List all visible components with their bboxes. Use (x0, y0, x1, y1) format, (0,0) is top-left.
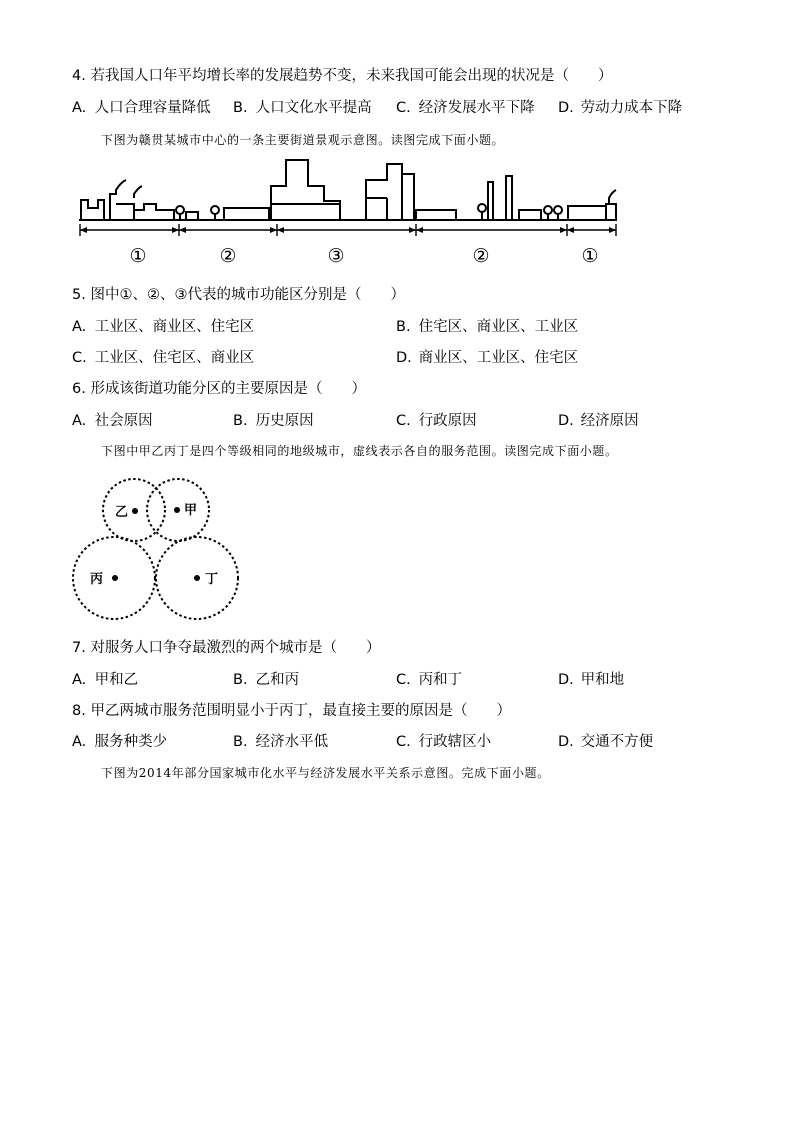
tree-icon (176, 206, 184, 214)
factory-chimney (609, 190, 616, 204)
house-building (416, 210, 456, 220)
option-text: 行政辖区小 (418, 734, 492, 750)
q6-option-a[interactable] (72, 411, 153, 431)
city-dot (174, 507, 180, 513)
question-8-stem: 8. 甲乙两城市服务范围明显小于丙丁，最直接主要的原因是（ ） (72, 703, 511, 719)
q4-option-c[interactable] (396, 98, 535, 118)
option-text: 经济发展水平下降 (418, 100, 535, 116)
option-text: 乙和丙 (255, 672, 300, 688)
tall-building (506, 176, 512, 220)
city-dot (132, 508, 138, 514)
tree-icon (544, 206, 552, 214)
question-5-stem: 5. 图中①、②、③代表的城市功能区分别是（ ） (72, 287, 405, 303)
city-dot (194, 575, 200, 581)
house-building (519, 210, 541, 220)
q7-option-d[interactable] (558, 670, 624, 690)
zone-label: ① (581, 245, 599, 267)
option-key: D. (558, 413, 574, 429)
option-text: 丙和丁 (418, 672, 463, 688)
option-key: D. (558, 100, 574, 116)
q7-option-c[interactable] (396, 670, 462, 690)
factory-building (134, 204, 174, 220)
factory-building (81, 200, 104, 220)
street-skyline-figure (76, 154, 621, 272)
street-figure-intro: 下图为赣贯某城市中心的一条主要街道景观示意图。读图完成下面小题。 (101, 133, 505, 147)
option-text: 人口文化水平提高 (255, 100, 372, 116)
city-label: 丙 (90, 572, 104, 587)
option-key: A. (72, 100, 87, 116)
option-key: A. (72, 734, 87, 750)
option-text: 工业区、住宅区、商业区 (94, 350, 255, 366)
option-key: C. (396, 100, 411, 116)
q8-option-c[interactable] (396, 732, 491, 752)
q4-option-d[interactable] (558, 98, 682, 118)
tree-icon (478, 204, 486, 212)
question-6-stem: 6. 形成该街道功能分区的主要原因是（ ） (72, 381, 366, 397)
zone-label: ② (472, 245, 490, 267)
city-dot (112, 575, 118, 581)
option-text: 经济水平低 (255, 734, 329, 750)
factory-building (568, 206, 606, 220)
house-building (186, 212, 198, 220)
service-range-figure (70, 474, 250, 632)
option-text: 甲和地 (580, 672, 625, 688)
option-text: 社会原因 (94, 413, 153, 429)
q8-option-d[interactable] (558, 732, 653, 752)
city-label: 甲 (184, 503, 198, 518)
q5-option-b[interactable] (396, 317, 578, 337)
q7-option-b[interactable] (233, 670, 299, 690)
city-label: 乙 (115, 505, 129, 520)
q4-option-b[interactable] (233, 98, 372, 118)
option-key: D. (396, 350, 412, 366)
option-text: 经济原因 (580, 413, 639, 429)
city-label: 丁 (205, 572, 219, 587)
zone-label: ① (129, 245, 147, 267)
q8-option-a[interactable] (72, 732, 167, 752)
q4-option-a[interactable] (72, 98, 211, 118)
factory-chimney (110, 180, 126, 220)
option-key: B. (233, 100, 248, 116)
question-7-stem: 7. 对服务人口争夺最激烈的两个城市是（ ） (72, 640, 381, 656)
option-key: B. (233, 734, 248, 750)
option-key: C. (396, 413, 411, 429)
q7-option-a[interactable] (72, 670, 138, 690)
q8-option-b[interactable] (233, 732, 328, 752)
option-key: A. (72, 413, 87, 429)
house-building (224, 208, 269, 220)
factory-building (606, 204, 616, 220)
option-key: D. (558, 734, 574, 750)
q5-option-a[interactable] (72, 317, 254, 337)
option-text: 行政原因 (418, 413, 477, 429)
cities-figure-intro: 下图中甲乙丙丁是四个等级相同的地级城市，虚线表示各自的服务范围。读图完成下面小题。 (101, 444, 618, 458)
option-key: C. (72, 350, 87, 366)
option-key: C. (396, 734, 411, 750)
option-key: B. (396, 319, 411, 335)
q5-option-d[interactable] (396, 348, 578, 368)
factory-chimney (134, 186, 142, 198)
zone-label: ② (219, 245, 237, 267)
q6-option-d[interactable] (558, 411, 639, 431)
zone-label: ③ (327, 245, 345, 267)
commercial-tower (366, 164, 414, 220)
option-text: 商业区、工业区、住宅区 (418, 350, 579, 366)
option-text: 人口合理容量降低 (94, 100, 211, 116)
option-text: 服务种类少 (94, 734, 168, 750)
option-key: C. (396, 672, 411, 688)
commercial-tower (271, 160, 340, 220)
option-key: A. (72, 319, 87, 335)
factory-building (116, 204, 134, 220)
option-key: B. (233, 413, 248, 429)
option-text: 劳动力成本下降 (580, 100, 683, 116)
option-key: B. (233, 672, 248, 688)
option-text: 历史原因 (255, 413, 314, 429)
option-key: A. (72, 672, 87, 688)
q5-option-c[interactable] (72, 348, 254, 368)
tall-building (488, 182, 493, 220)
option-text: 交通不方便 (580, 734, 654, 750)
q6-option-b[interactable] (233, 411, 314, 431)
option-text: 甲和乙 (94, 672, 139, 688)
urbanization-figure-intro: 下图为2014年部分国家城市化水平与经济发展水平关系示意图。完成下面小题。 (101, 766, 550, 780)
option-key: D. (558, 672, 574, 688)
tree-icon (554, 206, 562, 214)
tree-icon (211, 206, 219, 214)
option-text: 住宅区、商业区、工业区 (418, 319, 579, 335)
question-4-stem: 4. 若我国人口年平均增长率的发展趋势不变，未来我国可能会出现的状况是（ ） (72, 68, 613, 84)
option-text: 工业区、商业区、住宅区 (94, 319, 255, 335)
q6-option-c[interactable] (396, 411, 477, 431)
